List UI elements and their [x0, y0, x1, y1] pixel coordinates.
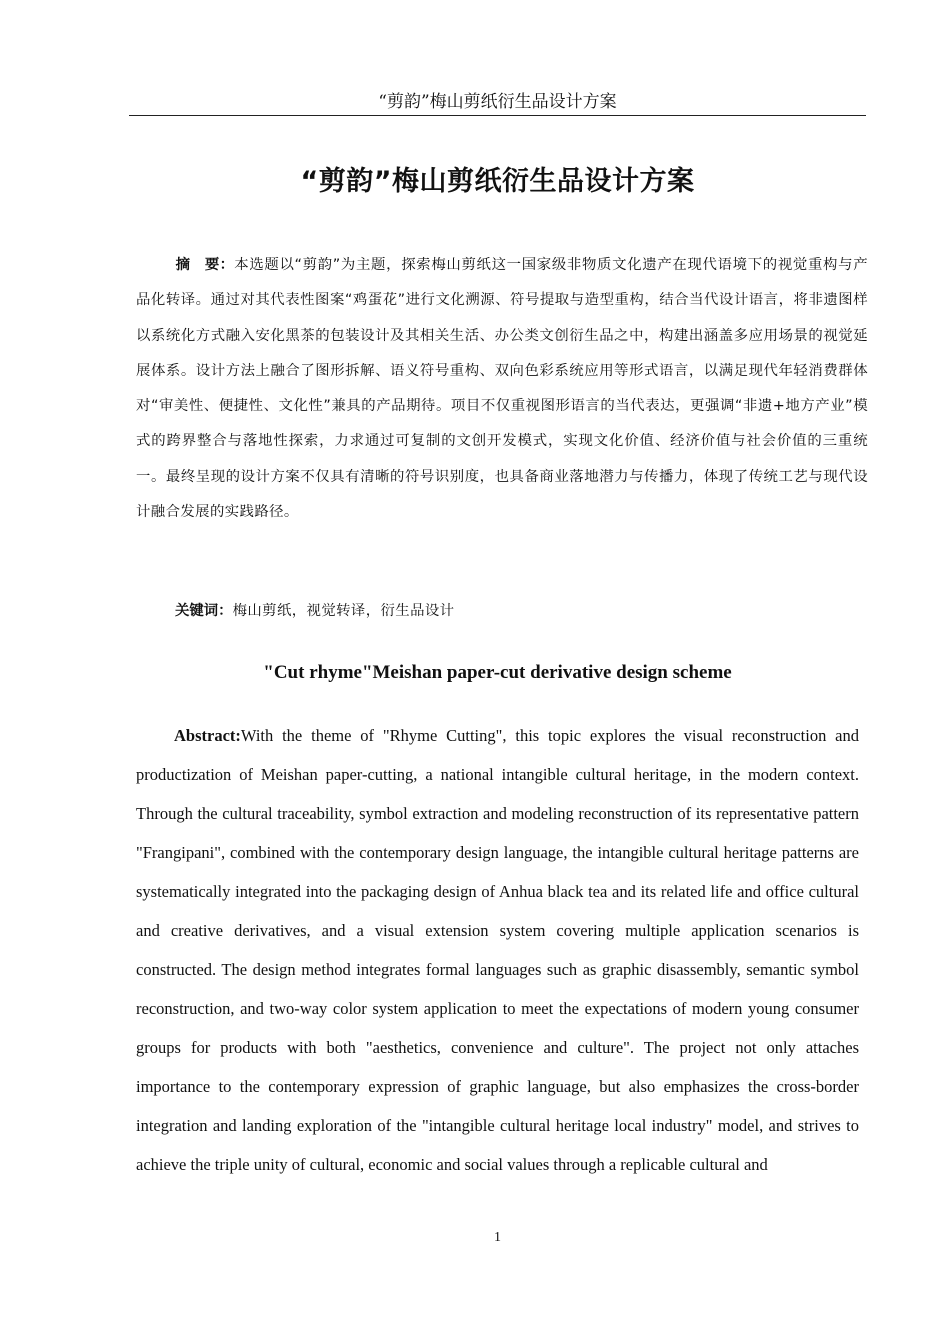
chinese-abstract	[136, 248, 868, 530]
running-header: “剪韵”梅山剪纸衍生品设计方案	[378, 92, 617, 112]
chinese-abstract-label: 摘 要：	[175, 257, 235, 273]
chinese-keywords-label: 关键词：	[175, 603, 233, 619]
document-title: “剪韵”梅山剪纸衍生品设计方案	[300, 166, 695, 197]
english-abstract-text: With the theme of "Rhyme Cutting", this topic explores the visual reconstruction and productization of Meishan paper-cutting, a national intangible cultural heritage, in the modern context. Through the cultural traceability, symbol extraction and modeling reconstruction of its representative pattern "Frangipani", combined with the contemporary design language, the intangible cultural heritage patterns are systematically integrated into the packaging design of Anhua black tea and its related life and office cultural and creative derivatives, and a visual extension system covering multiple application scenarios is constructed. The design method integrates formal languages such as graphic disassembly, semantic symbol reconstruction, and two-way color system application to meet the expectations of modern young consumer groups for products with both "aesthetics, convenience and culture". The project not only attaches importance to the contemporary expression of graphic language, but also emphasizes the cross-border integration and landing exploration of the "intangible cultural heritage local industry" model, and strives to achieve the triple unity of cultural, economic and social values through a replicable cultural and	[136, 726, 859, 1174]
chinese-keywords-text: 梅山剪纸，视觉转译，衍生品设计	[232, 603, 455, 619]
english-abstract	[136, 716, 859, 1184]
header-divider	[129, 115, 866, 116]
english-abstract-label: Abstract:	[174, 726, 241, 745]
page-number: 1	[494, 1230, 501, 1245]
english-title: "Cut rhyme"Meishan paper-cut derivative design scheme	[263, 662, 732, 683]
chinese-keywords	[175, 596, 865, 626]
chinese-abstract-text: 本选题以“剪韵”为主题，探索梅山剪纸这一国家级非物质文化遗产在现代语境下的视觉重构与产品化转译。通过对其代表性图案“鸡蛋花”进行文化溯源、符号提取与造型重构，结合当代设计语言，将非遗图样以系统化方式融入安化黑茶的包装设计及其相关生活、办公类文创衍生品之中，构建出涵盖多应用场景的视觉延展体系。设计方法上融合了图形拆解、语义符号重构、双向色彩系统应用等形式语言，以满足现代年轻消费群体对“审美性、便捷性、文化性”兼具的产品期待。项目不仅重视图形语言的当代表达，更强调“非遗+地方产业”模式的跨界整合与落地性探索，力求通过可复制的文创开发模式，实现文化价值、经济价值与社会价值的三重统一。最终呈现的设计方案不仅具有清晰的符号识别度，也具备商业落地潜力与传播力，体现了传统工艺与现代设计融合发展的实践路径。	[136, 257, 868, 521]
